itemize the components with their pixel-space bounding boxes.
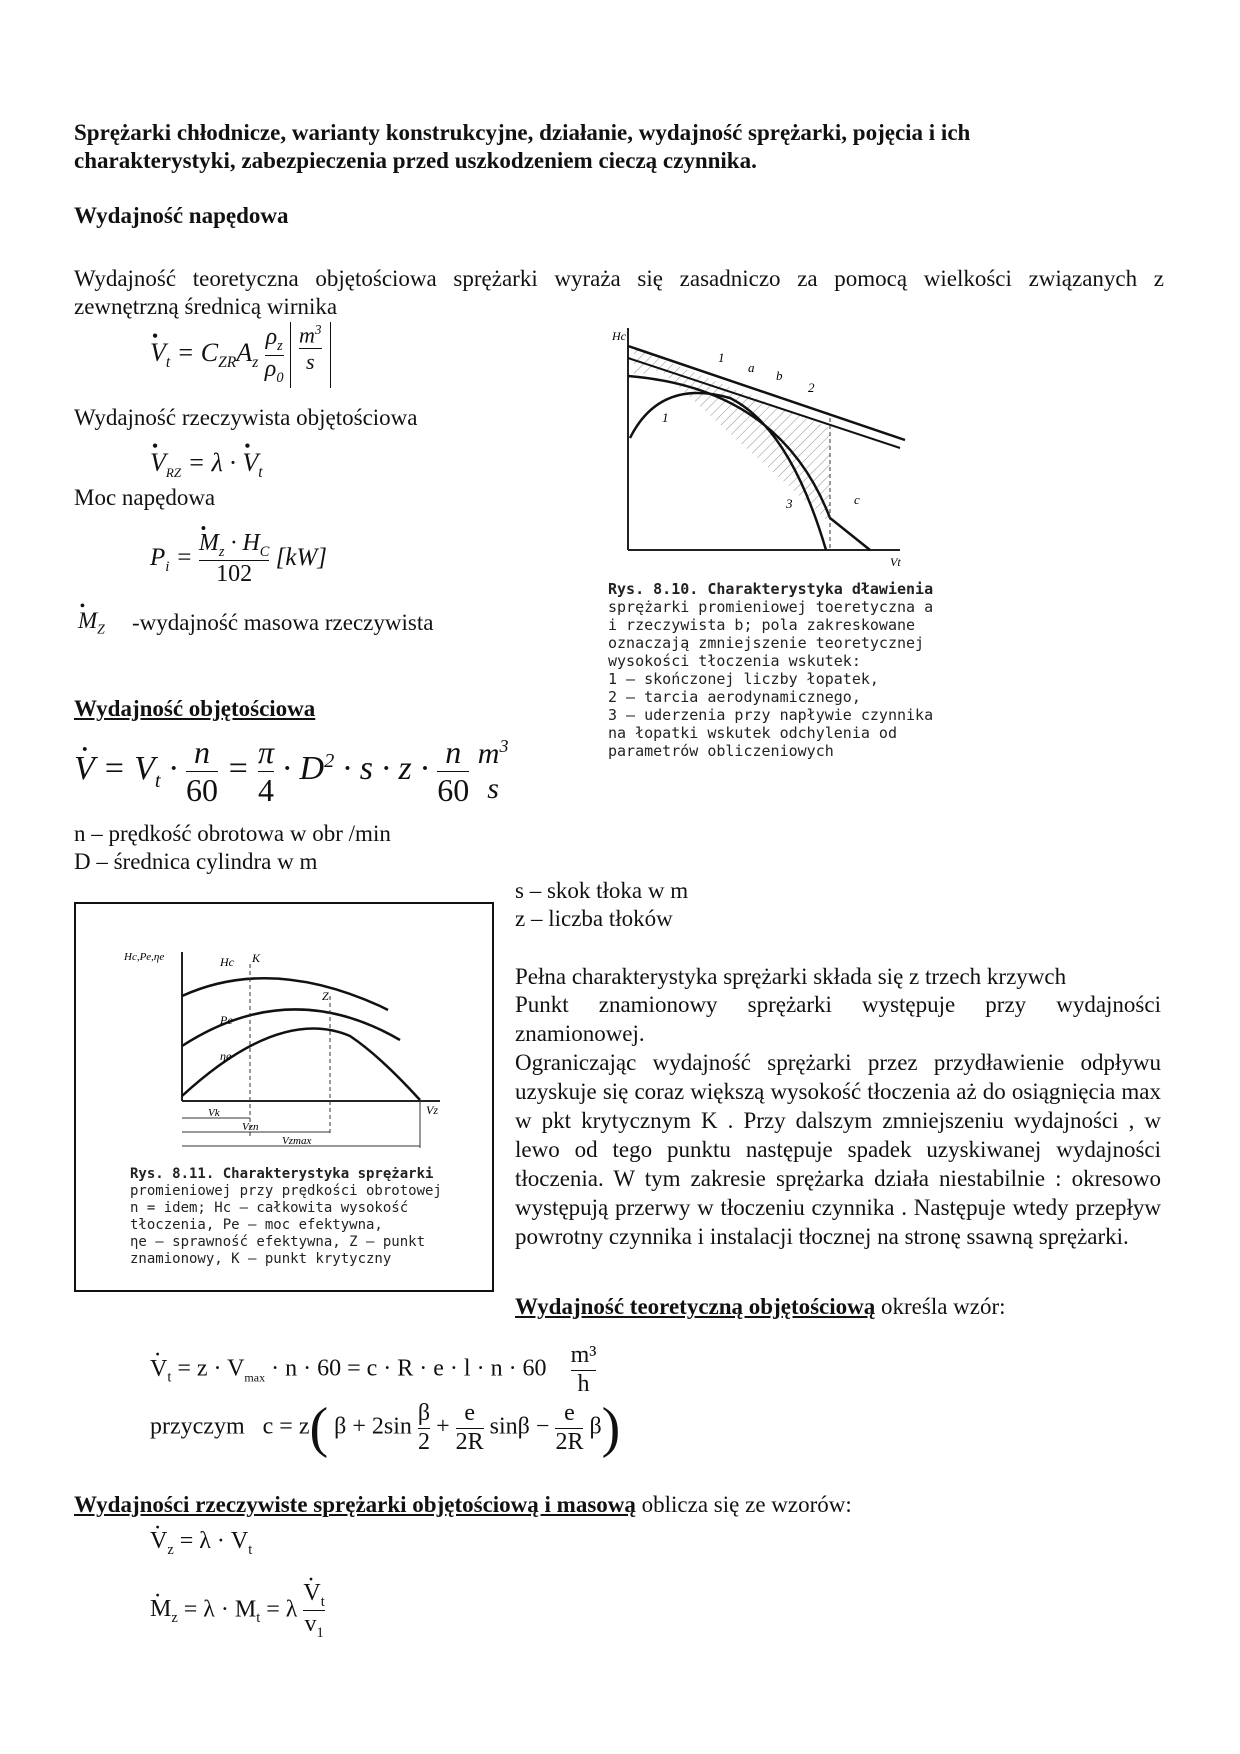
title-line-1: Sprężarki chłodnicze, warianty konstrukcyjne, działanie, wydajność sprężarki, pojęcia i ich [74, 120, 971, 145]
figure-8-10-caption [608, 580, 933, 760]
eq-den-60: 60 [186, 771, 219, 808]
section-theoretical-heading-line [515, 1292, 1006, 1321]
curve-pe [182, 1009, 400, 1046]
curve-label-b: b [776, 368, 783, 383]
curve-label-a: a [748, 360, 755, 375]
s-description: s – skok tłoka w m [515, 878, 689, 903]
label-przyczym: przyczym [150, 1413, 245, 1440]
formula-real-volumetric: • $V_{RZ} = \lambda$ · • $V_t$ [150, 448, 263, 482]
label-vz: Vz [426, 1103, 438, 1117]
section-real-heading-line [74, 1490, 852, 1519]
axis-y-label-811: Hc,Pe,ηe [124, 951, 165, 963]
section-heading-real: Wydajności rzeczywiste sprężarki objętościową i masową [74, 1492, 636, 1517]
eq-mz-tail: = λ [266, 1596, 298, 1623]
intro-line-2: zewnętrzną średnicą wirnika [74, 294, 338, 319]
unit-num: m³ [570, 1342, 597, 1368]
section-heading-theoretical-tail: określa wzór: [875, 1294, 1006, 1319]
caption-8-10-line-4: oznaczają zmniejszenie teoretycznej [608, 634, 925, 652]
beta-part: β + 2sin [334, 1413, 412, 1440]
formula-power: $P_i$ = • $\frac{M_z \cdot H_C}{102}$ [kW] [150, 530, 327, 589]
caption-8-10-line-3: i rzeczywista b; pola zakreskowane [608, 616, 916, 634]
paragraph-full-characteristic: Pełna charakterystyka sprężarki składa się z trzech krzywch [515, 964, 1067, 989]
label-power: Moc napędowa [74, 485, 216, 510]
caption-8-11-line-5: ηe — sprawność efektywna, Z — punkt [130, 1234, 426, 1250]
title-line-2: charakterystyki, zabezpieczenia przed uszkodzeniem cieczą czynnika. [74, 148, 757, 173]
caption-8-10-line-8: 3 — uderzenia przy napływie czynnika [608, 706, 934, 724]
frac-e-den: 2R [455, 1428, 484, 1455]
caption-8-10-line-6: 1 — skończonej liczby łopatek, [608, 670, 879, 688]
power-unit: [kW] [275, 544, 328, 572]
sinb: sinβ − [489, 1413, 550, 1440]
z-description: z – liczba tłoków [515, 906, 673, 931]
unit-den: h [571, 1370, 597, 1399]
caption-8-11-line-4: tłoczenia, Pe — moc efektywna, [130, 1217, 383, 1233]
mz-symbol: • $M_Z$ [78, 608, 105, 638]
eq-vz: = λ · V [179, 1528, 249, 1554]
label-k: K [252, 951, 261, 965]
caption-8-11-line-3: n = idem; Hc — całkowita wysokość [130, 1200, 409, 1216]
axis-y-label: Hc [612, 329, 626, 343]
label-vzn: Vzn [242, 1121, 259, 1133]
formula-volumetric-capacity: · $V = V_t$ · $\frac{n}{60}$ = $\frac{\pi}{4}$ · $D^2 \cdot s \cdot z$ · $\frac{n}{60}$ $m^3$ s [74, 734, 508, 809]
formula-theoretical-volumetric: • $V_t = C_{ZR}A_z$ $\frac{\rho_z}{\rho_0}$ $\frac{m^3}{s}$ [150, 322, 331, 388]
section-heading-theoretical: Wydajność teoretyczną objętościową [515, 1294, 876, 1319]
formula-c-coefficient: przyczym c = z( β + 2sin $\frac{\beta}{2}$ + $\frac{e}{2R}$ sinβ − $\frac{e}{2R}$ β) [150, 1397, 621, 1460]
hatched-area [634, 348, 830, 523]
caption-8-10-line-10: parametrów obliczeniowych [608, 742, 834, 760]
figure-8-11-chart [120, 936, 460, 1156]
eq-main: = z · V [177, 1355, 245, 1382]
figure-8-11-caption [130, 1166, 442, 1268]
eq-main-tail: · n · 60 = c · R · e · l · n · 60 [271, 1355, 547, 1382]
section-heading-drive-capacity: Wydajność napędowa [74, 203, 289, 228]
caption-8-11-line-2: promieniowej przy prędkości obrotowej [130, 1183, 442, 1199]
curve-label-1: 1 [718, 350, 725, 365]
caption-8-11-line-1: Rys. 8.11. Charakterystyka sprężarki [130, 1166, 434, 1182]
c-eq: c = z [262, 1413, 310, 1440]
frac-beta-den: 2 [418, 1428, 430, 1455]
eq-mz: = λ · M [183, 1596, 257, 1623]
caption-8-11-line-6: znamionowy, K — punkt krytyczny [130, 1251, 392, 1267]
label-vk: Vk [208, 1107, 220, 1119]
caption-8-10-line-7: 2 — tarcia aerodynamicznego, [608, 688, 861, 706]
caption-8-10-line-5: wysokości tłoczenia wskutek: [608, 652, 861, 670]
curve-label-c: c [854, 492, 860, 507]
power-denominator: 102 [199, 560, 270, 589]
axis-x-label: Vt [890, 555, 901, 568]
caption-8-10-line-9: na łopatki wskutek odchylenia od [608, 724, 897, 742]
label-real-volumetric: Wydajność rzeczywista objętościowa [74, 405, 418, 430]
frac-beta-num: β [417, 1400, 431, 1426]
caption-8-10-line-2: sprężarki promieniowej toeretyczna a [608, 598, 934, 616]
label-vzmax: Vzmax [282, 1135, 312, 1147]
caption-8-10-line-1: Rys. 8.10. Charakterystyka dławienia [608, 580, 934, 598]
intro-line-1: Wydajność teoretyczna objętościowa sprężarki wyraża się zasadniczo za pomocą wielkości związanych z [74, 266, 1164, 291]
section-heading-real-tail: oblicza się ze wzorów: [635, 1492, 852, 1517]
curve-label-2: 2 [808, 380, 815, 395]
formula-real-mass: · $M_z = \lambda \cdot M_t = \lambda$ · $\frac{V_t}{v_1}$ [150, 1580, 325, 1642]
n-description: n – prędkość obrotowa w obr /min [74, 821, 391, 846]
paragraph-rated-point: Punkt znamionowy sprężarki występuje przy wydajności znamionowej. [515, 992, 1161, 1046]
label-hc: Hc [220, 955, 234, 969]
mz-description: -wydajność masowa rzeczywista [132, 610, 434, 635]
beta-end: β [589, 1413, 602, 1440]
label-eta: ηe [220, 1049, 232, 1063]
label-z: Z [322, 989, 329, 1003]
frac-e-num: e [464, 1400, 475, 1426]
section-heading-volumetric: Wydajność objętościowa [74, 696, 316, 721]
figure-8-10-chart [600, 318, 920, 568]
curve-hc [182, 978, 388, 1010]
D-description: D – średnica cylindra w m [74, 849, 318, 874]
curve-label-1b: 1 [662, 410, 669, 425]
label-pe: Pe [220, 1013, 233, 1027]
curve-label-3: 3 [786, 496, 793, 511]
eq-den-4: 4 [258, 771, 275, 808]
paragraph-throttling: Ograniczając wydajność sprężarki przez przydławienie odpływu uzyskuje się coraz większą wysokość tłoczenia aż do osiągnięcia max w pkt krytycznym K . Przy dalszym zmniejszeniu wydajności , w lewo od tego punktu następuje spadek uzyskiwanej wydajności tłoczenia. W tym zakresie sprężarka działa niestabilnie : okresowo występują przerwy w tłoczeniu czynnika . Następuje wtedy przepływ powrotny czynnika i instalacji tłocznej na stronę ssawną sprężarki. [515, 1050, 1161, 1249]
formula-real-volumetric-2: · $V_z = \lambda \cdot V_t$ [150, 1528, 252, 1559]
curve-eta [182, 1029, 420, 1101]
formula-theoretical-main: · $V_t = z \cdot V_{max} \cdot n \cdot 60 = c \cdot R \cdot e \cdot l \cdot n \cdot 60$ $\frac{\text{m³}}{h}$ [150, 1342, 596, 1398]
